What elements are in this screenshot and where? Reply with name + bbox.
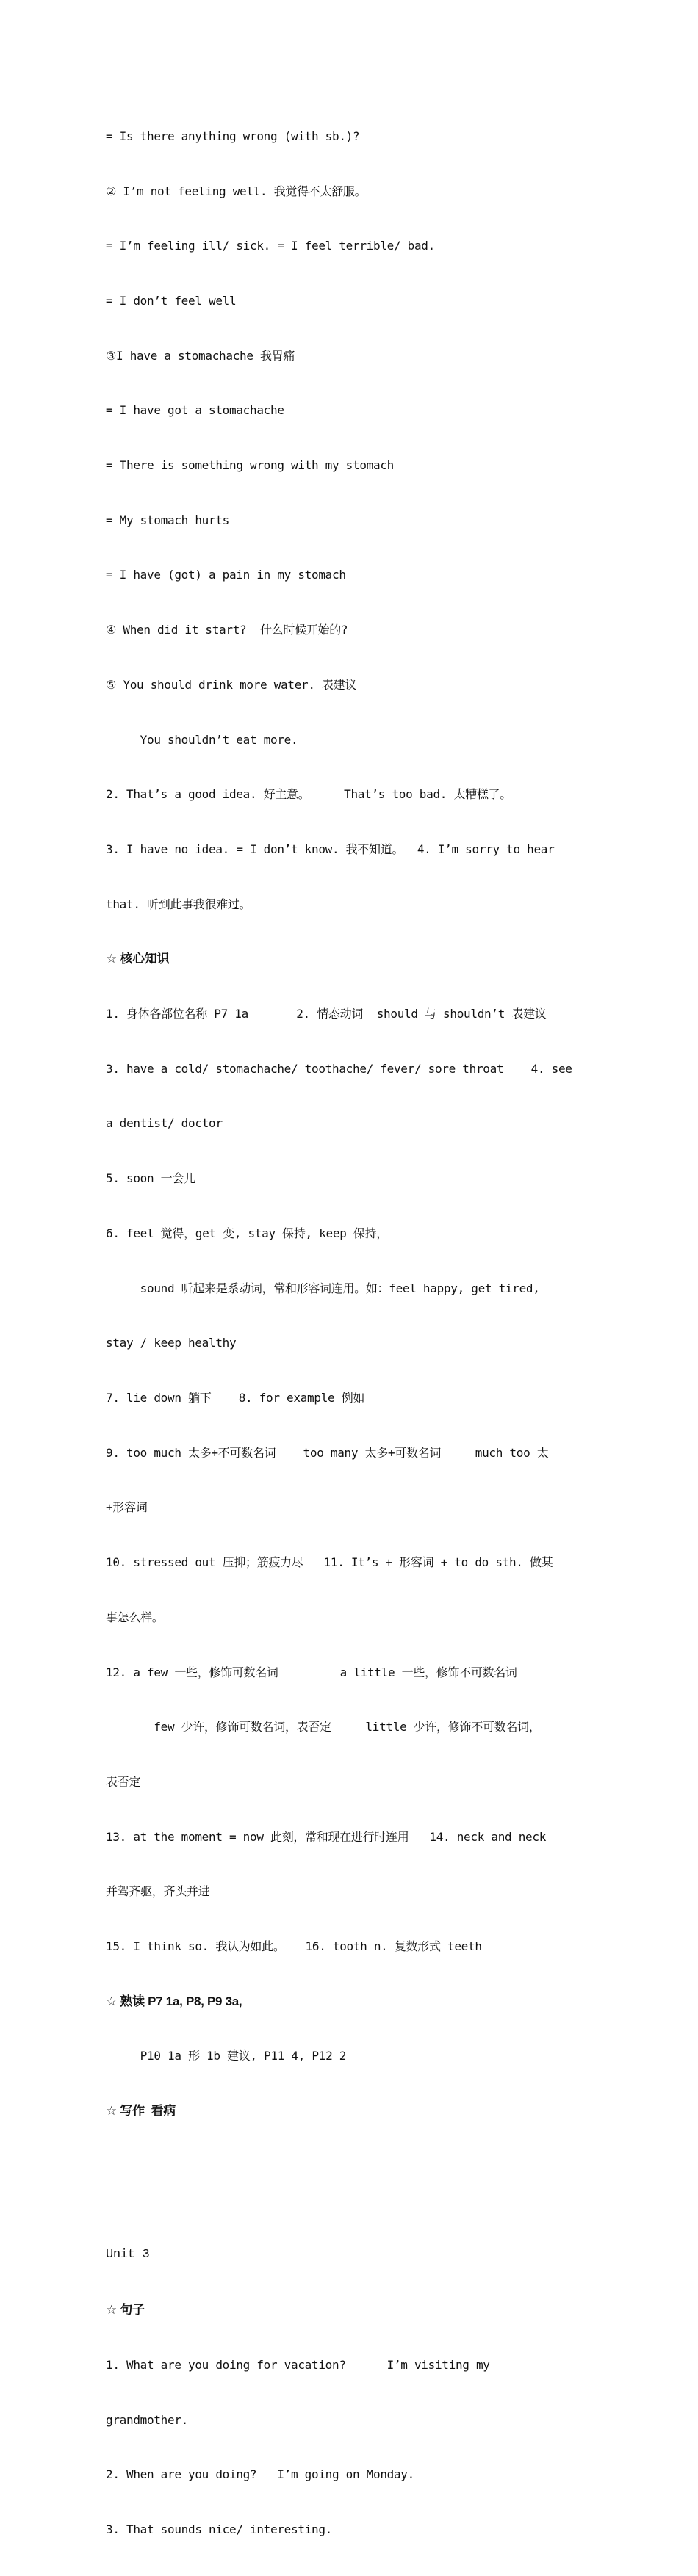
- text-line: = I don’t feel well: [106, 293, 237, 308]
- text-line: 表否定: [106, 1774, 141, 1789]
- text-line: You shouldn’t eat more.: [106, 732, 298, 747]
- section-heading-sentences: ☆ 句子: [106, 2303, 145, 2318]
- text-line: = I have (got) a pain in my stomach: [106, 568, 346, 582]
- text-line: 并驾齐驱，齐头并进: [106, 1884, 210, 1899]
- text-line: = My stomach hurts: [106, 513, 229, 527]
- text-line: ⑤ You should drink more water. 表建议: [106, 677, 357, 692]
- text-line: = There is something wrong with my stomach: [106, 458, 394, 473]
- text-line: stay / keep healthy: [106, 1336, 237, 1350]
- text-line: ② I’m not feeling well. 我觉得不太舒服。: [106, 184, 367, 198]
- text-line: 事怎么样。: [106, 1610, 164, 1624]
- text-line: 7. lie down 躺下 8. for example 例如: [106, 1390, 365, 1405]
- section-heading-core-knowledge: ☆ 核心知识: [106, 952, 170, 966]
- text-line: 2. That’s a good idea. 好主意。 That’s too bad. 太糟糕了。: [106, 787, 511, 802]
- text-line: 2. When are you doing? I’m going on Monday.: [106, 2467, 414, 2482]
- text-line: 5. soon 一会儿: [106, 1171, 195, 1186]
- text-line: 9. too much 太多+不可数名词 too many 太多+可数名词 much too 太: [106, 1445, 549, 1460]
- text-line: = I have got a stomachache: [106, 403, 284, 418]
- text-line: few 少许，修饰可数名词，表否定 little 少许，修饰不可数名词，: [106, 1720, 541, 1734]
- text-line: sound 听起来是系动词，常和形容词连用。如：feel happy, get tired,: [106, 1281, 540, 1295]
- text-line: 10. stressed out 压抑；筋疲力尽 11. It’s + 形容词 + to do sth. 做某: [106, 1555, 553, 1570]
- text-line: 13. at the moment = now 此刻，常和现在进行时连用 14. neck and neck: [106, 1829, 547, 1844]
- text-line: ④ When did it start? 什么时候开始的?: [106, 623, 348, 637]
- text-line: +形容词: [106, 1500, 148, 1515]
- section-heading-writing: ☆ 写作 看病: [106, 2104, 176, 2119]
- text-line: 3. That sounds nice/ interesting.: [106, 2522, 332, 2536]
- text-line: 3. have a cold/ stomachache/ toothache/ fever/ sore throat 4. see: [106, 1061, 572, 1076]
- text-line: that. 听到此事我很难过。: [106, 897, 251, 911]
- document-body: [106, 91, 598, 2576]
- text-line: grandmother.: [106, 2412, 188, 2427]
- text-line: 15. I think so. 我认为如此。 16. tooth n. 复数形式 teeth: [106, 1939, 482, 1954]
- section-heading-reading: ☆ 熟读 P7 1a, P8, P9 3a,: [106, 1994, 242, 2008]
- text-line: ③I have a stomachache 我胃痛: [106, 348, 295, 363]
- text-line: 1. What are you doing for vacation? I’m visiting my: [106, 2357, 490, 2372]
- text-line: 6. feel 觉得，get 变, stay 保持, keep 保持，: [106, 1226, 388, 1240]
- text-line: 1. 身体各部位名称 P7 1a 2. 情态动词 should 与 shouldn’t 表建议: [106, 1007, 547, 1021]
- text-line: a dentist/ doctor: [106, 1116, 223, 1131]
- unit-title: Unit 3: [106, 2248, 150, 2262]
- text-line: P10 1a 形 1b 建议, P11 4, P12 2: [106, 2049, 347, 2063]
- text-line: = I’m feeling ill/ sick. = I feel terrible/ bad.: [106, 239, 435, 253]
- text-line: 12. a few 一些，修饰可数名词 a little 一些，修饰不可数名词: [106, 1665, 517, 1679]
- text-line: = Is there anything wrong (with sb.)?: [106, 129, 360, 143]
- section-gap: [106, 2176, 598, 2192]
- text-line: 3. I have no idea. = I don’t know. 我不知道。 4. I’m sorry to hear: [106, 842, 555, 856]
